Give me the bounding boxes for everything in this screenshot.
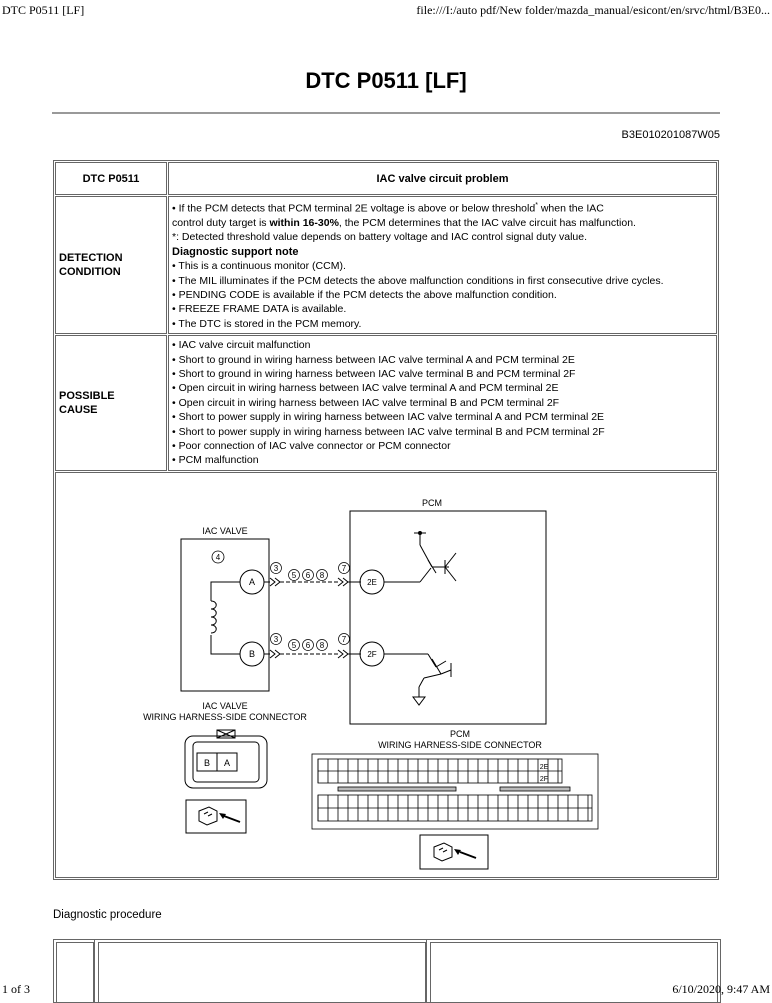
iac-pin-a: A	[223, 757, 231, 768]
cause-item: • IAC valve circuit malfunction	[172, 339, 311, 352]
harness-wire-b	[264, 650, 361, 658]
svg-text:3: 3	[273, 634, 279, 644]
pcm-pin-2f: 2F	[539, 775, 549, 783]
svg-text:3: 3	[273, 563, 279, 573]
table-header-row	[55, 162, 717, 195]
possible-cause-content	[168, 335, 717, 471]
pcm-label: PCM	[422, 497, 442, 508]
detection-line2a: control duty target is	[172, 216, 270, 229]
support-note-item: • FREEZE FRAME DATA is available.	[172, 303, 347, 316]
page-title: DTC P0511 [LF]	[305, 68, 467, 93]
support-note-item: • The DTC is stored in the PCM memory.	[172, 317, 362, 330]
cause-item: • Short to power supply in wiring harness between IAC valve terminal B and PCM terminal 2F	[172, 425, 605, 438]
cause-item: • Short to ground in wiring harness between IAC valve terminal A and PCM terminal 2E	[172, 353, 575, 366]
print-timestamp: 6/10/2020, 9:47 AM	[672, 982, 770, 996]
support-note-heading: Diagnostic support note	[172, 245, 299, 258]
callout-4	[212, 551, 224, 563]
cause-item: • Short to ground in wiring harness between IAC valve terminal B and PCM terminal 2F	[172, 367, 576, 380]
file-path: file:///I:/auto pdf/New folder/mazda_manual/esicont/en/srvc/html/B3E0...	[416, 3, 770, 17]
transistor-2e-icon	[384, 531, 456, 582]
pcm-connector-drawing	[312, 754, 598, 829]
detection-line	[172, 216, 713, 230]
callouts-wire-b	[271, 633, 350, 650]
detection-condition-row	[55, 196, 717, 334]
iac-terminal-b-label: B	[248, 648, 256, 659]
iac-coil-icon	[211, 601, 216, 633]
procedure-heading: Diagnostic procedure	[53, 909, 162, 921]
pcm-box	[350, 511, 546, 724]
wiring-diagram-cell	[55, 472, 717, 878]
svg-text:5: 5	[291, 640, 297, 650]
callouts-wire-a	[271, 562, 350, 580]
detection-footnote: *: Detected threshold value depends on battery voltage and IAC control signal duty value.	[172, 231, 588, 244]
svg-text:5: 5	[291, 570, 297, 580]
detection-line	[172, 199, 713, 216]
svg-text:4: 4	[215, 552, 221, 562]
support-note-item: • PENDING CODE is available if the PCM detects the above malfunction condition.	[172, 288, 557, 301]
threshold-asterisk: *	[535, 202, 538, 209]
detection-line1a: • If the PCM detects that PCM terminal 2E voltage is above or below threshold	[172, 202, 536, 215]
connector-view-icon	[420, 835, 488, 869]
page-count: 1 of 3	[2, 982, 30, 996]
iac-valve-box	[181, 539, 269, 691]
cause-item: • Open circuit in wiring harness between IAC valve terminal A and PCM terminal 2E	[172, 382, 559, 395]
detection-condition-content	[168, 196, 717, 334]
document-id: B3E010201087W05	[621, 129, 720, 141]
svg-text:6: 6	[305, 570, 311, 580]
svg-text:8: 8	[319, 640, 325, 650]
dtc-description-cell: IAC valve circuit problem	[168, 162, 717, 195]
support-note-item: • The MIL illuminates if the PCM detects the above malfunction conditions in first consecutive drive cycles.	[172, 274, 664, 287]
support-note-item: • This is a continuous monitor (CCM).	[172, 260, 346, 273]
cause-label-line1: POSSIBLE	[59, 389, 115, 402]
possible-cause-label	[55, 335, 167, 471]
pcm-connector-label-line2: WIRING HARNESS-SIDE CONNECTOR	[378, 739, 542, 750]
dtc-table	[53, 160, 719, 880]
svg-text:8: 8	[319, 570, 325, 580]
pcm-terminal-2f-label: 2F	[367, 649, 377, 659]
svg-text:7: 7	[341, 634, 347, 644]
iac-pin-b: B	[203, 757, 211, 768]
iac-connector-label-line1: IAC VALVE	[202, 700, 248, 711]
detection-condition-label	[55, 196, 167, 334]
browser-tab-title: DTC P0511 [LF]	[2, 3, 85, 17]
wiring-diagram	[56, 473, 720, 877]
svg-text:7: 7	[341, 563, 347, 573]
dtc-code-cell: DTC P0511	[55, 162, 167, 195]
iac-connector-label-line2: WIRING HARNESS-SIDE CONNECTOR	[143, 711, 307, 722]
duty-range: within 16-30%	[269, 216, 339, 229]
detection-line1b: when the IAC	[537, 202, 604, 215]
svg-text:6: 6	[305, 640, 311, 650]
diagram-row	[55, 472, 717, 878]
detection-label-line2: CONDITION	[59, 266, 121, 279]
procedure-inspection-col	[96, 940, 427, 1002]
pcm-pin-2e: 2E	[539, 763, 549, 771]
detection-label-line1: DETECTION	[59, 252, 123, 265]
pcm-terminal-2e-label: 2E	[367, 577, 377, 587]
transistor-2f-icon	[384, 654, 451, 705]
cause-item: • Short to power supply in wiring harness between IAC valve terminal A and PCM terminal 2E	[172, 411, 605, 424]
procedure-step-col	[54, 940, 95, 1002]
iac-terminal-a-label: A	[248, 576, 256, 587]
possible-cause-row	[55, 335, 717, 471]
cause-item: • PCM malfunction	[172, 454, 259, 467]
cause-item: • Open circuit in wiring harness between IAC valve terminal B and PCM terminal 2F	[172, 396, 560, 409]
cause-label-line2: CAUSE	[59, 403, 98, 416]
detection-line2b: , the PCM determines that the IAC valve circuit has malfunction.	[338, 216, 636, 229]
harness-wire-a	[264, 578, 361, 586]
title-divider	[52, 112, 720, 114]
iac-valve-label: IAC VALVE	[202, 525, 248, 536]
procedure-table	[53, 939, 721, 1003]
cause-item: • Poor connection of IAC valve connector or PCM connector	[172, 440, 451, 452]
connector-view-icon	[186, 800, 246, 833]
pcm-connector-label-line1: PCM	[450, 728, 470, 739]
